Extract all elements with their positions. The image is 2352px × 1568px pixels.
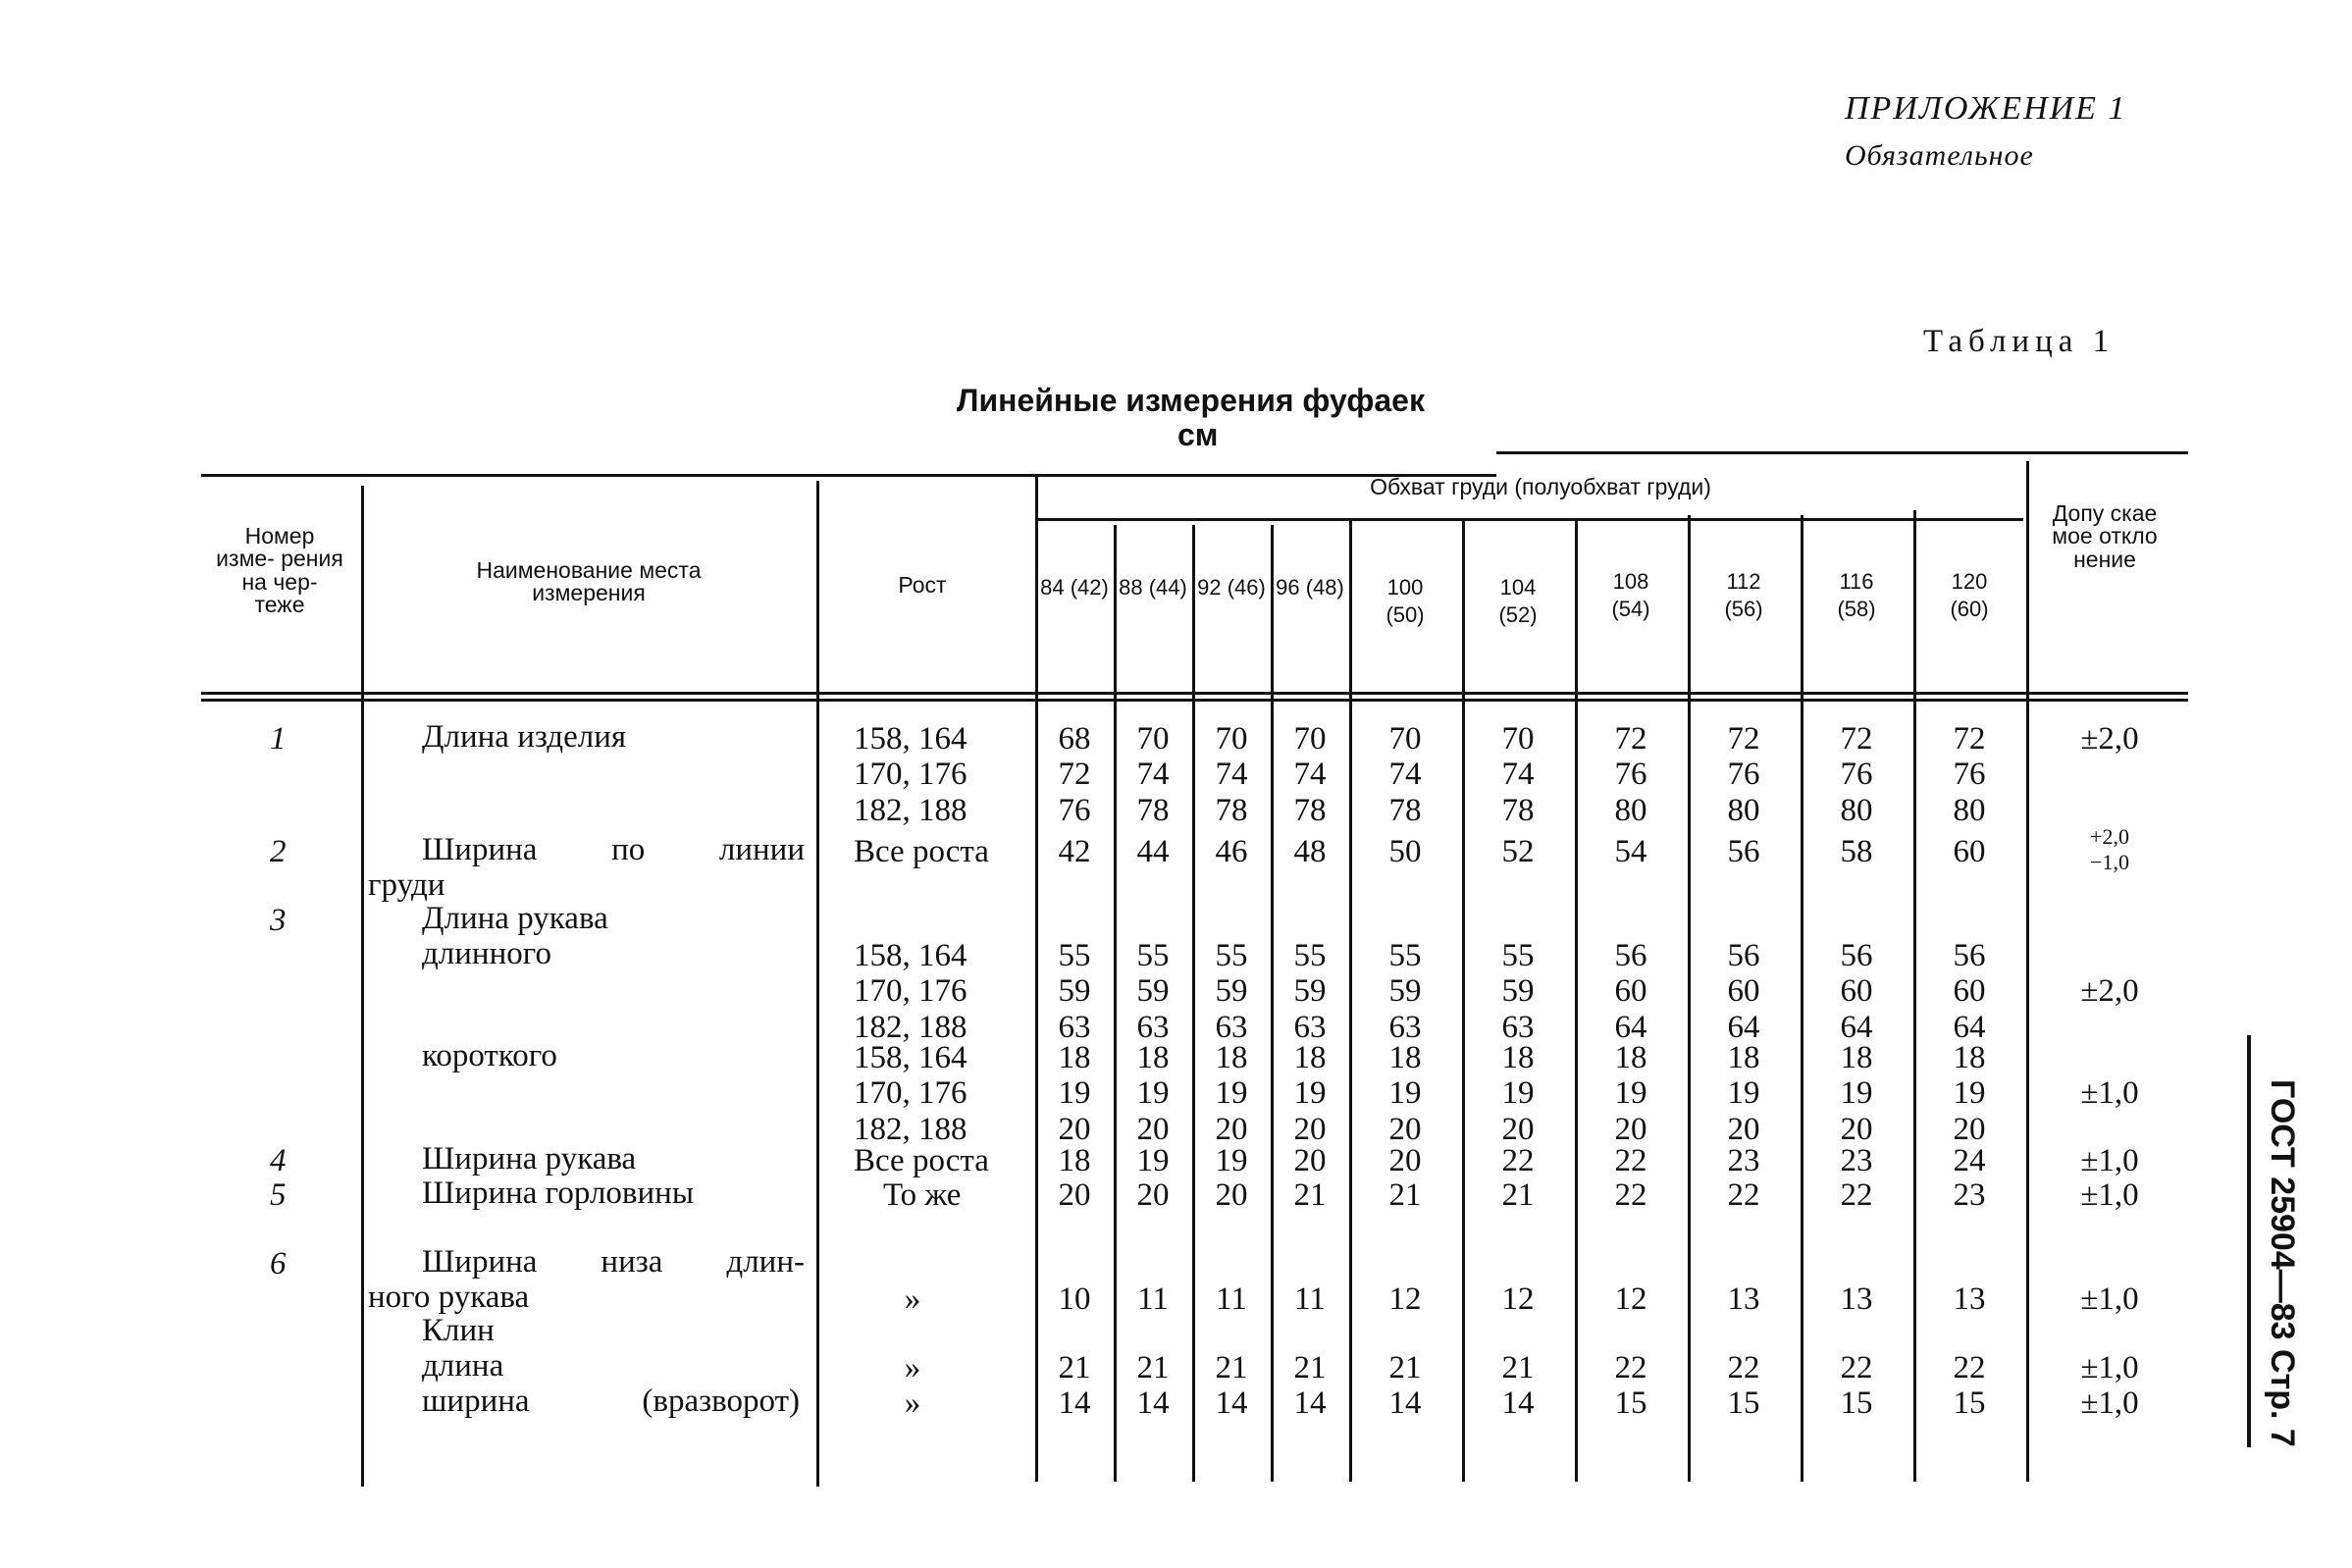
cell-value: 23 [1727,1143,1760,1178]
cell-value: 21 [1388,1177,1422,1213]
height-values: 158, 164 170, 176 182, 188 [854,1040,967,1147]
col-divider-size-7 [1688,515,1691,1482]
header-name: Наименование места измерения [476,557,702,606]
measure-index: 2 [270,834,287,869]
cell-value: 55 59 63 [1058,938,1091,1045]
cell-value: 19 [1215,1143,1248,1178]
cell-value: 23 [1953,1177,1986,1213]
cell-value: 13 [1727,1281,1760,1317]
tolerance-value: ±1,0 [2080,1281,2139,1317]
tolerance-value: ±2,0 [2080,721,2139,757]
col-divider-2 [816,481,819,1487]
col-divider-1 [361,486,364,1487]
cell-value: 55 59 63 [1293,938,1327,1045]
tolerance-minus: −1,0 [2090,850,2129,874]
measure-label: Длина рукава [422,901,608,936]
cell-value: 52 [1501,834,1535,869]
tolerance-value: ±1,0 [2080,1075,2139,1111]
cell-value: 70 74 78 [1215,721,1248,828]
cell-value: 21 [1293,1177,1327,1213]
cell-value: 22 [1840,1177,1873,1213]
cell-value: 55 59 63 [1388,938,1422,1045]
header-chest-group: Обхват груди (полуобхват груди) [1370,474,1711,499]
chest-group-rule [1037,518,2023,521]
header-number: Номер изме- рения на чер- теже [216,523,343,618]
cell-value: 21 14 [1501,1350,1535,1422]
cell-value: 12 [1501,1281,1535,1317]
cell-value: 72 76 80 [1614,721,1647,828]
measure-label: Ширина по линии [422,832,805,867]
tolerance-plus: +2,0 [2090,824,2129,849]
cell-value: 22 [1727,1177,1760,1213]
measure-sub: длина [422,1348,504,1384]
tolerance-value: ±1,0 [2080,1143,2139,1178]
col-divider-size-9 [1913,510,1916,1482]
cell-value: 56 60 64 [1840,938,1873,1045]
measure-label: Ширина низа длин- [422,1244,805,1280]
cell-value: 70 74 78 [1501,721,1535,828]
cell-value: 56 60 64 [1727,938,1760,1045]
cell-value: 72 76 80 [1953,721,1986,828]
size-header: 100 (50) [1385,575,1425,627]
cell-value: 18 19 20 [1136,1040,1170,1147]
size-header: 84 (42) [1040,575,1109,600]
col-divider-size-5 [1462,520,1465,1482]
cell-value: 13 [1953,1281,1986,1317]
size-header: 108 (54) [1611,569,1650,621]
col-divider-tol [2026,461,2029,1482]
cell-value: 22 15 [1953,1350,1986,1422]
cell-value: 55 59 63 [1136,938,1170,1045]
cell-value: 68 72 76 [1058,721,1091,828]
cell-value: 12 [1614,1281,1647,1317]
tolerance-value: ±1,0 [2080,1177,2139,1213]
size-header: 104 (52) [1498,575,1538,627]
cell-value: 42 [1058,834,1091,869]
cell-value: 70 74 78 [1388,721,1422,828]
cell-value: 18 19 20 [1501,1040,1535,1147]
cell-value: 21 14 [1058,1350,1091,1422]
height-values: 158, 164 170, 176 182, 188 [854,721,967,828]
cell-value: 18 19 20 [1727,1040,1760,1147]
table-top-rule-right [1496,451,2188,454]
measure-label: Ширина горловины [422,1176,694,1211]
cell-value: 20 [1388,1143,1422,1178]
col-divider-size-4 [1349,520,1352,1482]
measure-label: Длина изделия [422,719,627,755]
height-values: 158, 164 170, 176 182, 188 [854,938,967,1045]
cell-value: 18 [1058,1143,1091,1178]
cell-value: 18 19 20 [1058,1040,1091,1147]
cell-value: 20 [1058,1177,1091,1213]
cell-value: 22 [1614,1143,1647,1178]
height-values: » [904,1281,921,1317]
cell-value: 24 [1953,1143,1986,1178]
measure-label-cont: ного рукава [368,1280,530,1315]
cell-value: 58 [1840,834,1873,869]
cell-value: 11 [1216,1281,1247,1317]
measure-index: 3 [270,903,287,938]
cell-value: 18 19 20 [1840,1040,1873,1147]
size-header: 92 (46) [1197,575,1266,600]
measure-index: 1 [270,721,287,757]
size-header: 120 (60) [1950,569,1989,621]
cell-value: 22 15 [1727,1350,1760,1422]
appendix-subtitle: Обязательное [1845,139,2034,172]
size-header: 112 (56) [1724,569,1763,621]
cell-value: 48 [1293,834,1327,869]
cell-value: 50 [1388,834,1422,869]
cell-value: 46 [1215,834,1248,869]
cell-value: 11 [1294,1281,1326,1317]
measure-sub: длинного [422,936,551,971]
cell-value: 22 15 [1614,1350,1647,1422]
size-header: 96 (48) [1276,575,1344,600]
cell-value: 21 14 [1136,1350,1170,1422]
cell-value: 18 19 20 [1614,1040,1647,1147]
table-caption: Линейные измерения фуфаек [957,383,1425,418]
cell-value: 18 19 20 [1953,1040,1986,1147]
height-values: Все роста [854,834,989,869]
cell-value: 72 76 80 [1840,721,1873,828]
appendix-title: ПРИЛОЖЕНИЕ 1 [1845,90,2127,127]
cell-value: 22 15 [1840,1350,1873,1422]
cell-value: 21 14 [1293,1350,1327,1422]
measure-sub: ширина (вразворот) [422,1384,800,1419]
size-header: 116 (58) [1837,569,1876,621]
cell-value: 21 [1501,1177,1535,1213]
cell-value: 60 [1953,834,1986,869]
cell-value: 13 [1840,1281,1873,1317]
table-label: Таблица 1 [1923,324,2116,359]
cell-value: 19 [1136,1143,1170,1178]
cell-value: 11 [1137,1281,1169,1317]
cell-value: 20 [1215,1177,1248,1213]
col-divider-size-8 [1801,515,1803,1482]
measure-label-cont: груди [368,867,445,903]
col-divider-size-6 [1575,520,1578,1482]
cell-value: 21 14 [1388,1350,1422,1422]
cell-value: 44 [1136,834,1170,869]
side-note: ГОСТ 25904—83 Стр. 7 [2264,1079,2301,1447]
size-header: 88 (44) [1119,575,1187,600]
cell-value: 18 19 20 [1388,1040,1422,1147]
measure-label: короткого [422,1038,557,1073]
cell-value: 20 [1293,1143,1327,1178]
cell-value: 22 [1614,1177,1647,1213]
tolerance-value: ±1,0 ±1,0 [2080,1350,2139,1422]
measure-index: 4 [270,1143,287,1178]
cell-value: 72 76 80 [1727,721,1760,828]
cell-value: 56 60 64 [1614,938,1647,1045]
cell-value: 70 74 78 [1136,721,1170,828]
cell-value: 18 19 20 [1215,1040,1248,1147]
cell-value: 70 74 78 [1293,721,1327,828]
measure-index: 5 [270,1177,287,1213]
height-values: То же [883,1177,962,1213]
cell-value: 23 [1840,1143,1873,1178]
cell-value: 21 14 [1215,1350,1248,1422]
side-rule [2247,1035,2251,1447]
header-tolerance: Допу скае мое откло нение [2052,500,2158,572]
cell-value: 22 [1501,1143,1535,1178]
cell-value: 56 [1727,834,1760,869]
height-values: » » [904,1350,921,1422]
cell-value: 55 59 63 [1215,938,1248,1045]
measure-label: Ширина рукава [422,1141,637,1176]
measure-index: 6 [270,1246,287,1281]
cell-value: 12 [1388,1281,1422,1317]
cell-value: 56 60 64 [1953,938,1986,1045]
cell-value: 10 [1058,1281,1091,1317]
cell-value: 18 19 20 [1293,1040,1327,1147]
header-height: Рост [898,572,947,598]
cell-value: 55 59 63 [1501,938,1535,1045]
measure-label: Клин [422,1313,495,1348]
table-unit: см [1177,417,1219,452]
tolerance-value: ±2,0 [2080,973,2139,1009]
cell-value: 54 [1614,834,1647,869]
height-values: Все роста [854,1143,989,1178]
cell-value: 20 [1136,1177,1170,1213]
